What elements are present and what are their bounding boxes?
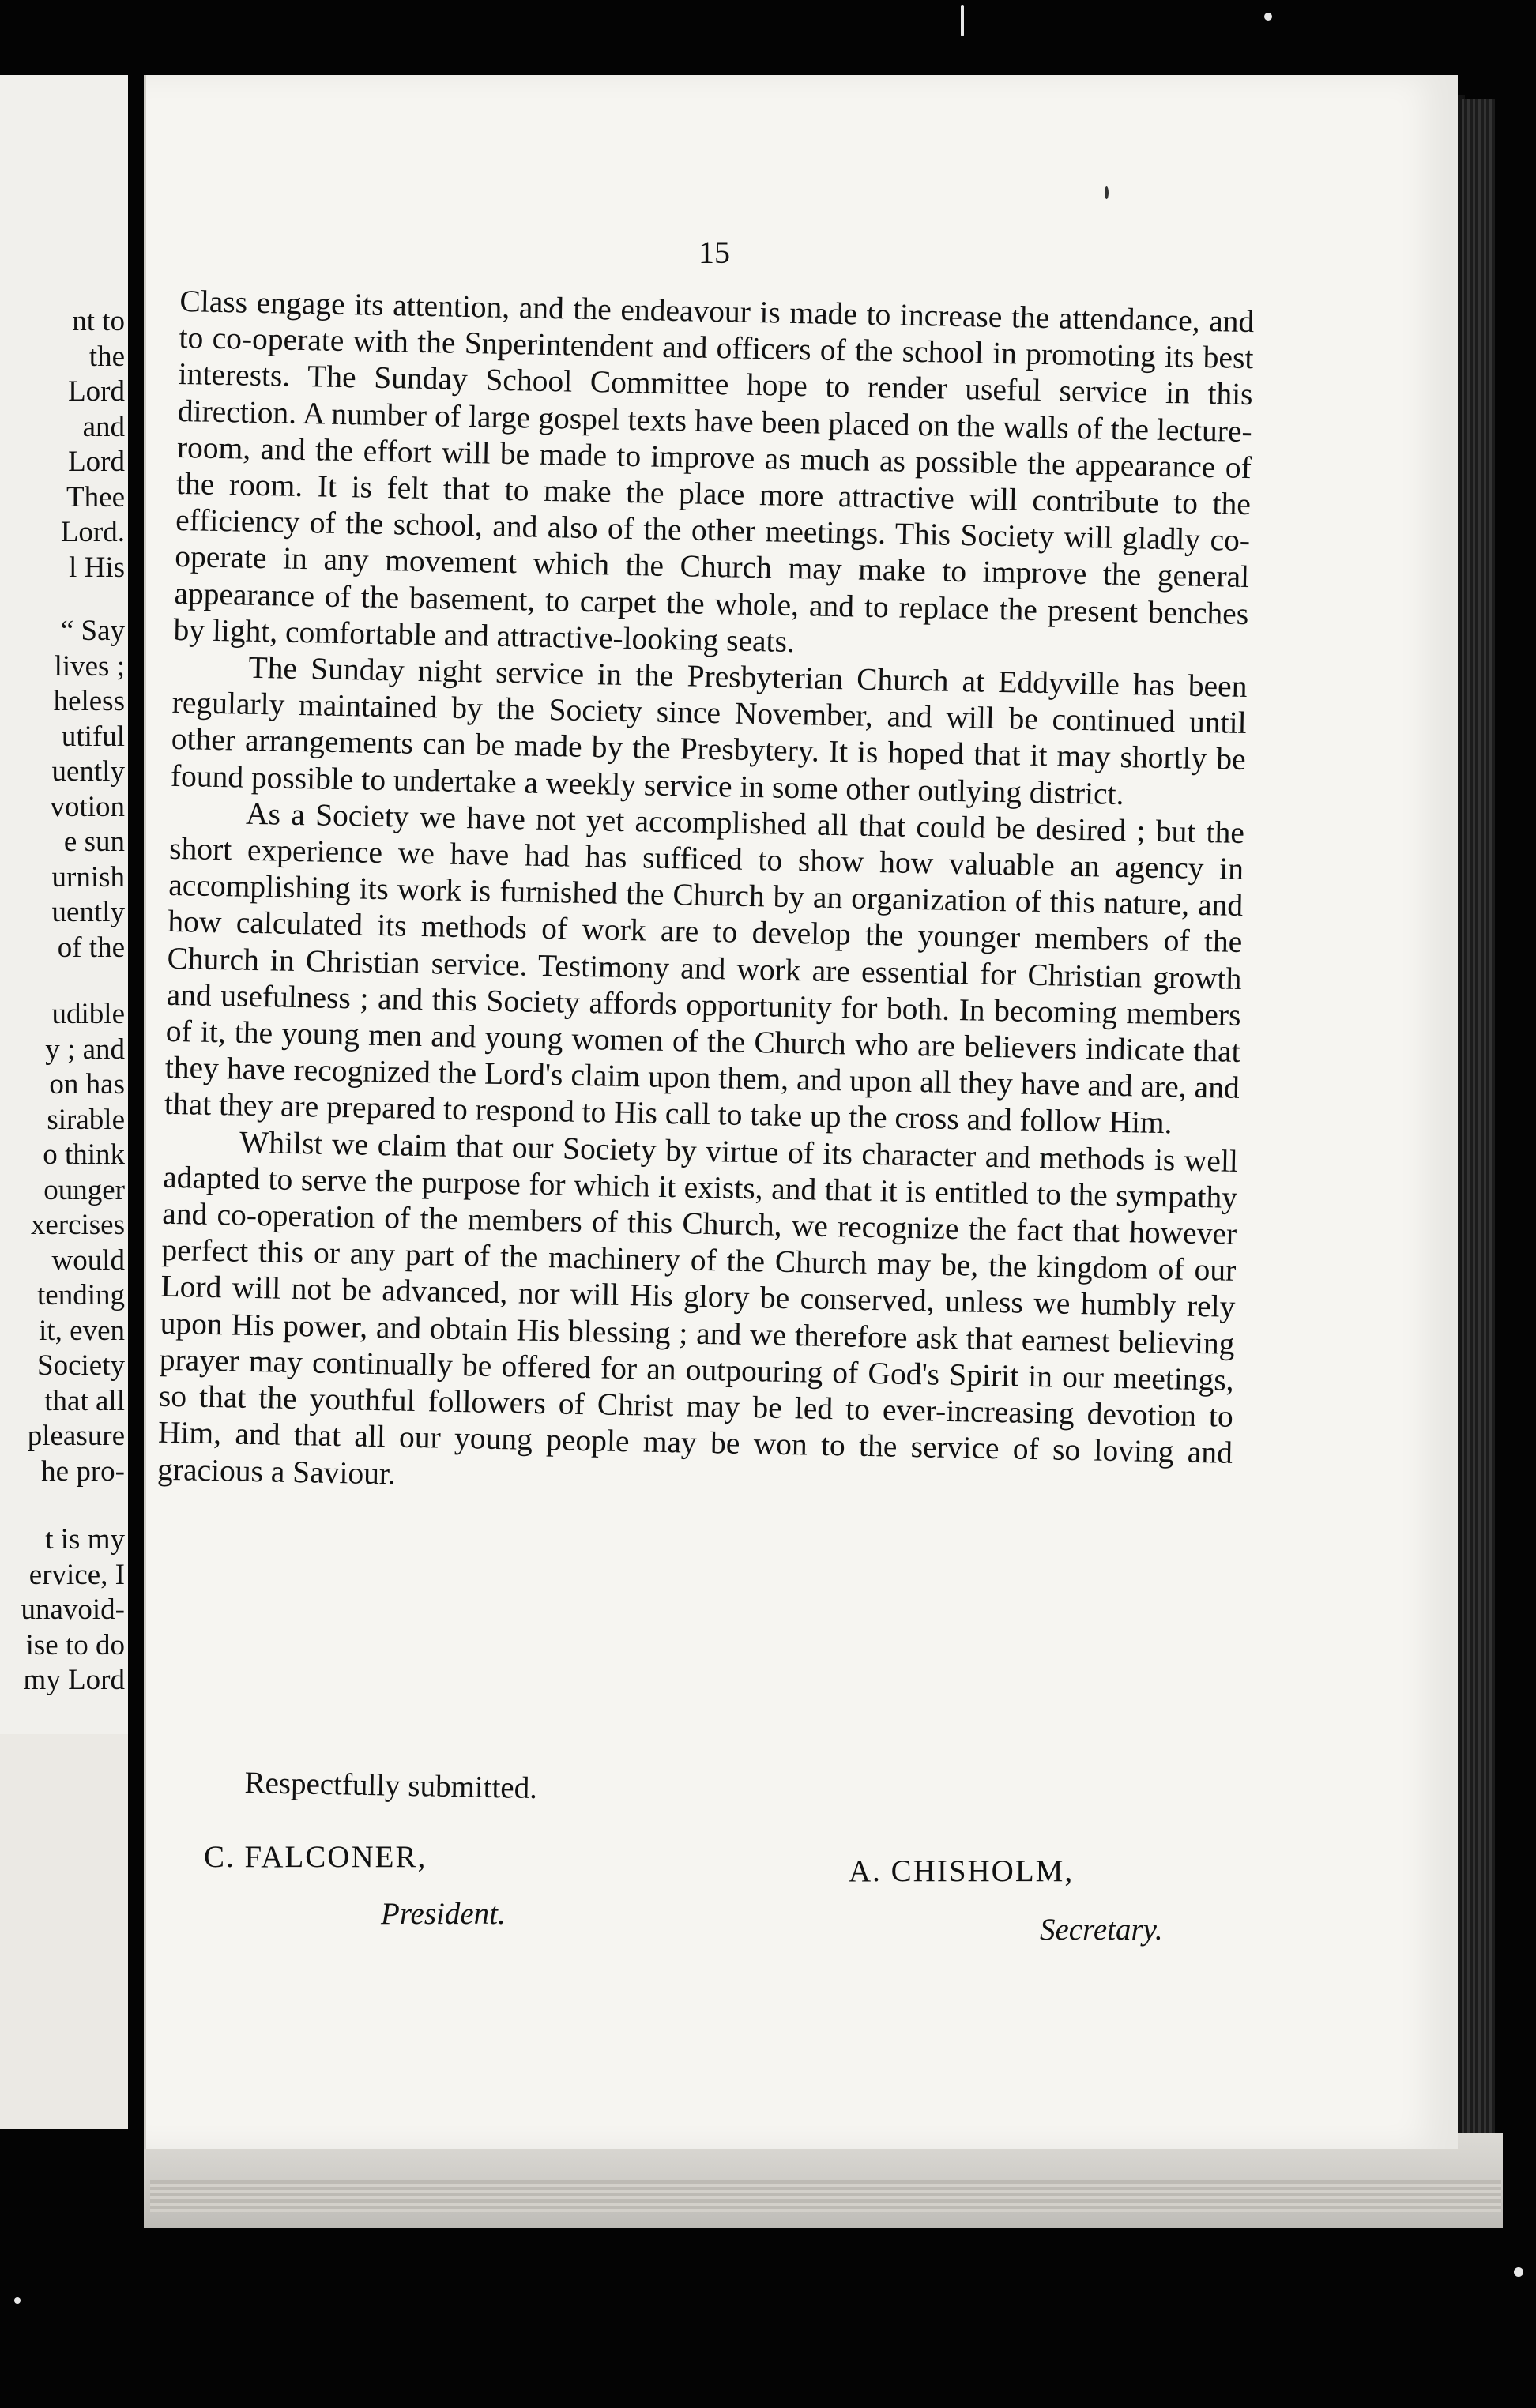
left-line: Society [37,1349,125,1382]
paragraph: As a Society we have not yet accomplished all that could be desired ; but the short experience we have had has sufficed to show how valuable an agency in accomplishing its work is furnished the Church by an organization of this nature, and how calculated its methods of work are to develop the younger members of the Church in Christian service. Testimony and work are essential for Christian growth and usefulness ; and this Society affords opportunity for both. In becoming members of it, the young men and young women of the Church who are believers indicate that they have recognized the Lord's claim upon them, and upon all they have and are, and that they are prepared to respond to His call to take up the cross and follow Him. [164,796,1245,1141]
left-line: utiful [61,720,125,753]
left-line: uently [51,755,125,788]
left-line: Lord. [60,516,125,548]
left-line: the [88,340,125,373]
left-line: o think [43,1138,125,1171]
left-line: udible [51,998,125,1030]
left-line: nt to [72,305,125,337]
film-speck [1514,2267,1523,2277]
film-speck [14,2297,21,2304]
underlying-page-edges [150,2180,1501,2212]
closing-line: Respectfully submitted. [244,1765,538,1806]
left-line: xercises [30,1209,125,1241]
paragraph: Class engage its attention, and the endeavour is made to increase the attendance, and to co-operate with the Snperintendent and officers of the school in promoting its best interests. The Sunday School Committee hope to render useful service in this direction. A number of large gospel texts have been placed on the walls of the lecture-room, and the effort will be made to improve as much as possible the appearance of the room. It is felt that to make the place more attractive will contribute to the efficiency of the school, and also of the other meetings. This Society will gladly co-operate in any movement which the Church may make to improve the general appearance of the basement, to carpet the whole, and to replace the present benches by light, comfortable and attractive-looking seats. [173,283,1255,659]
left-line: “ Say [60,615,125,647]
left-line: lives ; [54,649,125,683]
left-line: l His [69,551,125,584]
president-name: C. FALCONER, [204,1840,427,1874]
left-line: sirable [47,1103,125,1136]
left-line: e sun [63,826,125,858]
left-line: urnish [51,860,125,894]
left-line: t is my [45,1523,125,1556]
book-page-edges [1462,99,1495,2137]
left-line: ervice, I [28,1558,125,1591]
left-line: on has [49,1068,125,1101]
page-number: 15 [698,235,730,270]
left-line: y ; and [45,1033,125,1066]
report-body [157,283,1255,1508]
secretary-title: Secretary. [1040,1913,1163,1947]
film-speck [1105,186,1109,199]
president-title: President. [381,1897,506,1931]
left-line: heless [53,685,125,717]
film-speck [1264,13,1272,21]
left-line: it, even [39,1314,125,1347]
secretary-name: A. CHISHOLM, [849,1854,1075,1888]
left-line: tending [37,1279,125,1311]
left-line: votion [50,790,125,823]
left-page-text [0,304,128,1835]
left-line: my Lord [23,1664,125,1696]
left-line: Lord [68,446,125,478]
left-line: that all [44,1384,125,1417]
left-line: Thee [66,480,125,514]
left-line: he pro- [41,1454,125,1488]
left-line: of the [57,931,125,964]
left-line: ise to do [25,1628,125,1661]
left-page-blank-area [0,1734,128,2129]
paragraph: The Sunday night service in the Presbyterian Church at Eddyville has been regularly maintained by the Society since November, and will be continued until other arrangements can be made by the Presbytery. It is hoped that it may shortly be found possible to undertake a weekly service in some other outlying district. [170,649,1248,811]
left-line: and [82,410,125,443]
paragraph: Whilst we claim that our Society by virtue of its character and methods is well adapted to serve the purpose for which it exists, and that it is entitled to the sympathy and co-operation of the members of this Church, we recognize the fact that however perfect this or any part of the machinery of the Church may be, the kingdom of our Lord will not be advanced, nor will His glory be conserved, unless we humbly rely upon His power, and obtain His blessing ; and we therefore ask that earnest believing prayer may continually be offered for an outpouring of God's Spirit in our meetings, so that the youthful followers of Christ may be led to ever-increasing devotion to Him, and that all our young people may be won to the service of so loving and gracious a Saviour. [156,1124,1239,1492]
left-facing-page [0,75,128,2129]
left-line: Lord [68,375,125,408]
left-line: uently [51,896,125,928]
left-line: would [51,1244,125,1277]
left-line: unavoid- [21,1593,125,1626]
left-line: ounger [43,1173,125,1206]
left-line: pleasure [27,1420,125,1452]
film-speck [961,5,964,36]
